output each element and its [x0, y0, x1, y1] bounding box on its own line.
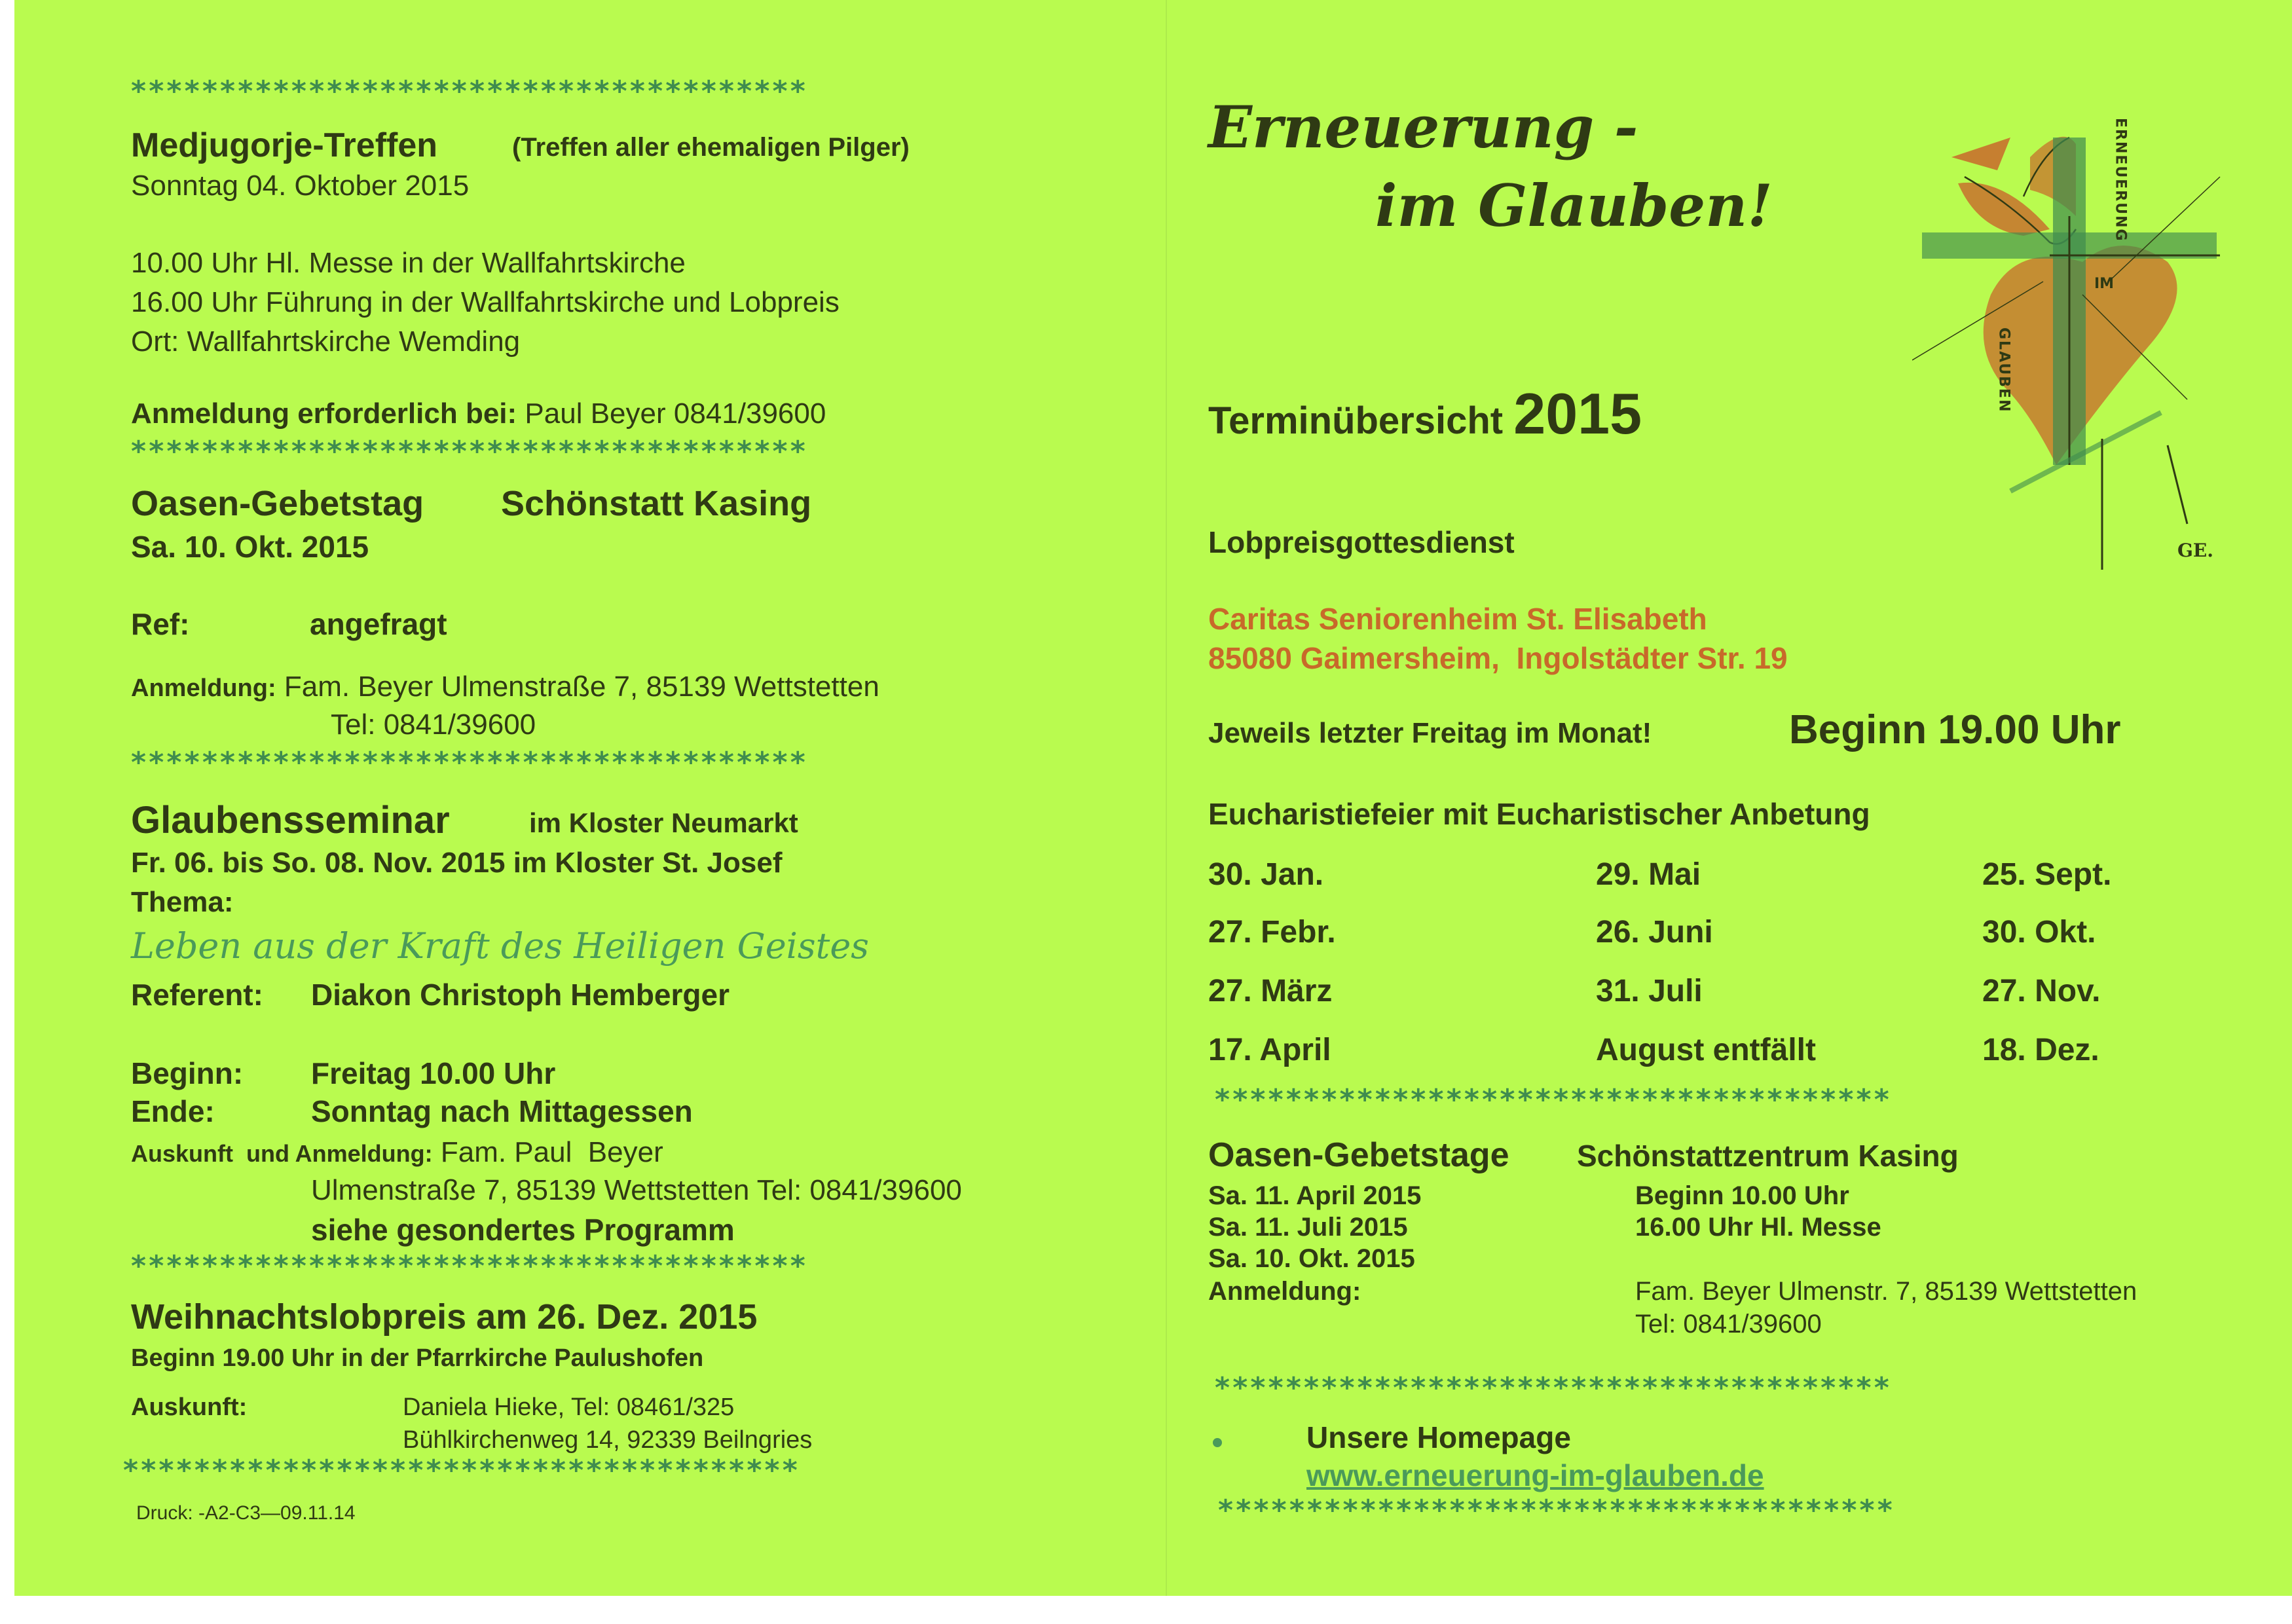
date-cell: 30. Jan.: [1208, 857, 1324, 892]
oasen-days-registration-label: Anmeldung:: [1208, 1277, 1361, 1306]
logo-text-glauben: GLAUBEN: [1995, 327, 2012, 413]
schedule-note: Jeweils letzter Freitag im Monat!: [1208, 717, 1652, 749]
oasen-days-title: Oasen-Gebetstage: [1208, 1136, 1509, 1174]
fold-line: [1166, 0, 1167, 1596]
date-cell: August entfällt: [1596, 1033, 1816, 1067]
registration-value: Fam. Beyer Ulmenstraße 7, 85139 Wettstetten: [284, 671, 879, 703]
separator: **************************************: [123, 1454, 800, 1487]
date-cell: 31. Juli: [1596, 974, 1703, 1008]
oasen-days-place: Schönstattzentrum Kasing: [1577, 1139, 1959, 1173]
oasen-days-start: Beginn 10.00 Uhr: [1635, 1181, 1849, 1210]
medjugorje-date: Sonntag 04. Oktober 2015: [131, 170, 470, 202]
date-cell: 25. Sept.: [1982, 857, 2112, 892]
date-cell: 27. Nov.: [1982, 974, 2101, 1008]
date-cell: 30. Okt.: [1982, 915, 2096, 950]
homepage-label: Unsere Homepage: [1306, 1420, 1571, 1454]
title-line-1: Erneuerung -: [1208, 93, 1638, 161]
date-cell: 29. Mai: [1596, 857, 1701, 892]
seminar-theme: Leben aus der Kraft des Heiligen Geistes: [131, 925, 870, 967]
oasen-days-registration-value: Fam. Beyer Ulmenstr. 7, 85139 Wettstetten: [1635, 1277, 2137, 1306]
seminar-speaker: Diakon Christoph Hemberger: [311, 978, 730, 1012]
registration-label: Anmeldung:: [131, 674, 276, 702]
medjugorje-line: Ort: Wallfahrtskirche Wemding: [131, 325, 521, 358]
logo-cross-icon: [1912, 138, 2220, 570]
seminar-start-label: Beginn:: [131, 1056, 244, 1090]
seminar-theme-label: Thema:: [131, 886, 234, 918]
date-cell: 27. Febr.: [1208, 915, 1336, 950]
separator: **************************************: [131, 1249, 808, 1283]
oasen-days-date: Sa. 11. April 2015: [1208, 1181, 1422, 1210]
seminar-end-label: Ende:: [131, 1094, 215, 1128]
oasen-tel: Tel: 0841/39600: [331, 709, 536, 741]
medjugorje-line: 16.00 Uhr Führung in der Wallfahrtskirche und Lobpreis: [131, 286, 840, 318]
registration-label: Anmeldung erforderlich bei:: [131, 397, 517, 430]
oasen-title: Oasen-Gebetstag: [131, 484, 424, 523]
seminar-dates: Fr. 06. bis So. 08. Nov. 2015 im Kloster St. Josef: [131, 847, 783, 879]
bullet-icon: [1213, 1438, 1222, 1447]
seminar-place: im Kloster Neumarkt: [529, 807, 798, 838]
separator: **************************************: [1215, 1371, 1892, 1405]
schedule-start: Beginn 19.00 Uhr: [1789, 707, 2121, 752]
separator: **************************************: [131, 75, 808, 108]
separator: **************************************: [1215, 1083, 1892, 1116]
overview-label: [1208, 381, 1642, 446]
medjugorje-title: Medjugorje-Treffen: [131, 126, 438, 164]
overview-year: 2015: [1513, 381, 1642, 446]
seminar-program-note: siehe gesondertes Programm: [311, 1213, 735, 1247]
separator: **************************************: [131, 746, 808, 779]
christmas-title: Weihnachtslobpreis am 26. Dez. 2015: [131, 1297, 758, 1337]
logo-text-im: IM: [2094, 276, 2115, 292]
logo-text-erneuerung: ERNEUERUNG: [2112, 118, 2129, 242]
oasen-ref-value: angefragt: [310, 607, 447, 641]
christmas-info-label: Auskunft:: [131, 1393, 248, 1421]
oasen-days-date: Sa. 10. Okt. 2015: [1208, 1244, 1415, 1273]
date-cell: 26. Juni: [1596, 915, 1713, 950]
seminar-info: [131, 1138, 663, 1167]
medjugorje-subtitle: (Treffen aller ehemaligen Pilger): [512, 133, 910, 162]
seminar-speaker-label: Referent:: [131, 978, 263, 1012]
seminar-title: Glaubensseminar: [131, 799, 450, 841]
medjugorje-line: 10.00 Uhr Hl. Messe in der Wallfahrtskirche: [131, 247, 686, 279]
logo-illustration: [1912, 98, 2227, 596]
medjugorje-registration: [131, 399, 826, 428]
oasen-registration: [131, 673, 879, 701]
registration-value: Paul Beyer 0841/39600: [525, 397, 826, 430]
oasen-days-mass: 16.00 Uhr Hl. Messe: [1635, 1213, 1881, 1242]
oasen-ref-label: Ref:: [131, 607, 190, 641]
christmas-info-line: Bühlkirchenweg 14, 92339 Beilngries: [403, 1426, 813, 1454]
info-name: Fam. Paul Beyer: [440, 1136, 663, 1168]
date-cell: 18. Dez.: [1982, 1033, 2099, 1067]
oasen-days-tel: Tel: 0841/39600: [1635, 1310, 1822, 1338]
service-title: Lobpreisgottesdienst: [1208, 525, 1515, 559]
christmas-info-line: Daniela Hieke, Tel: 08461/325: [403, 1393, 735, 1421]
seminar-end: Sonntag nach Mittagessen: [311, 1094, 693, 1128]
date-cell: 27. März: [1208, 974, 1333, 1008]
print-code: Druck: -A2-C3—09.11.14: [136, 1502, 356, 1524]
eucharist-title: Eucharistiefeier mit Eucharistischer Anbetung: [1208, 797, 1870, 831]
separator: **************************************: [131, 435, 808, 468]
info-label: Auskunft und Anmeldung:: [131, 1140, 433, 1167]
date-cell: 17. April: [1208, 1033, 1331, 1067]
venue-line-1: Caritas Seniorenheim St. Elisabeth: [1208, 602, 1707, 636]
christmas-subtitle: Beginn 19.00 Uhr in der Pfarrkirche Paulushofen: [131, 1344, 704, 1372]
logo-signature: GE.: [2177, 540, 2214, 561]
separator: **************************************: [1218, 1494, 1895, 1527]
homepage-link[interactable]: www.erneuerung-im-glauben.de: [1306, 1458, 1764, 1492]
overview-label-text: Terminübersicht: [1208, 399, 1504, 442]
seminar-start: Freitag 10.00 Uhr: [311, 1056, 556, 1090]
oasen-days-date: Sa. 11. Juli 2015: [1208, 1213, 1408, 1242]
oasen-place: Schönstatt Kasing: [501, 484, 812, 523]
title-line-2: im Glauben!: [1375, 172, 1773, 240]
seminar-info-address: Ulmenstraße 7, 85139 Wettstetten Tel: 0841/39600: [311, 1174, 962, 1206]
venue-line-2: 85080 Gaimersheim, Ingolstädter Str. 19: [1208, 641, 1788, 675]
oasen-date: Sa. 10. Okt. 2015: [131, 530, 369, 564]
